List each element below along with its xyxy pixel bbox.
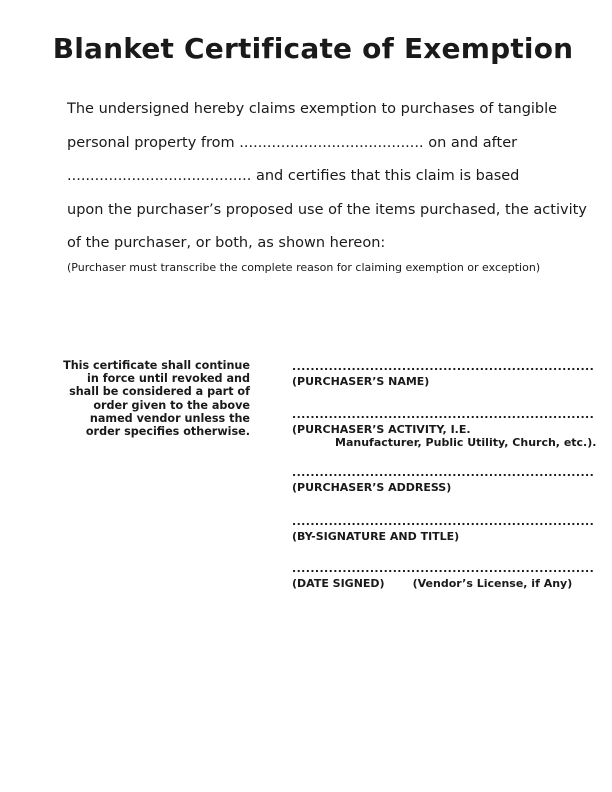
continuation-note-line: named vendor unless the [89,411,250,425]
purchaser-name-field[interactable] [292,361,594,388]
date-signed-label: (DATE SIGNED) [292,577,385,590]
statement-line: The undersigned hereby claims exemption to purchases of tangible [67,101,558,117]
transcribe-note: (Purchaser must transcribe the complete reason for claiming exemption or exception) [67,261,541,274]
purchaser-name-label: (PURCHASER’S NAME) [292,375,430,388]
purchaser-name-blank[interactable]: .................................................................. [292,360,595,373]
continuation-note-line: order specifies otherwise. [85,425,250,439]
date-license-labels [292,577,594,590]
statement-line: upon the purchaser’s proposed use of the items purchased, the activity [67,201,587,218]
purchaser-address-field[interactable] [292,467,594,494]
exemption-statement [67,93,587,261]
purchaser-activity-blank[interactable]: .................................................................. [292,408,595,421]
statement-line: ........................................ and certifies that this claim is based [67,168,520,185]
signature-label: (BY-SIGNATURE AND TITLE) [292,530,460,543]
purchaser-activity-label: (PURCHASER’S ACTIVITY, I.E. [292,423,471,436]
statement-line: personal property from ........................................ on and after [67,134,518,151]
signature-blank[interactable]: .................................................................. [292,515,595,528]
purchaser-address-label: (PURCHASER’S ADDRESS) [292,481,452,494]
signature-field[interactable] [292,516,594,543]
continuation-note-line: in force until revoked and [87,372,250,386]
continuation-note-line: order given to the above [93,398,250,412]
continuation-note-line: shall be considered a part of [69,385,250,399]
continuation-note-line: This certificate shall continue [63,359,250,372]
statement-line: of the purchaser, or both, as shown hereon: [67,235,386,252]
date-signed-blank[interactable]: .................................................................. [292,562,595,575]
continuation-note [60,359,250,438]
purchaser-address-blank[interactable]: .................................................................. [292,466,595,479]
date-signed-field[interactable] [292,563,594,590]
purchaser-activity-field[interactable] [292,409,596,449]
document-title: Blanket Certificate of Exemption [52,32,574,65]
purchaser-activity-examples: Manufacturer, Public Utility, Church, etc.). [335,436,597,449]
vendor-license-label: (Vendor’s License, if Any) [412,577,573,590]
